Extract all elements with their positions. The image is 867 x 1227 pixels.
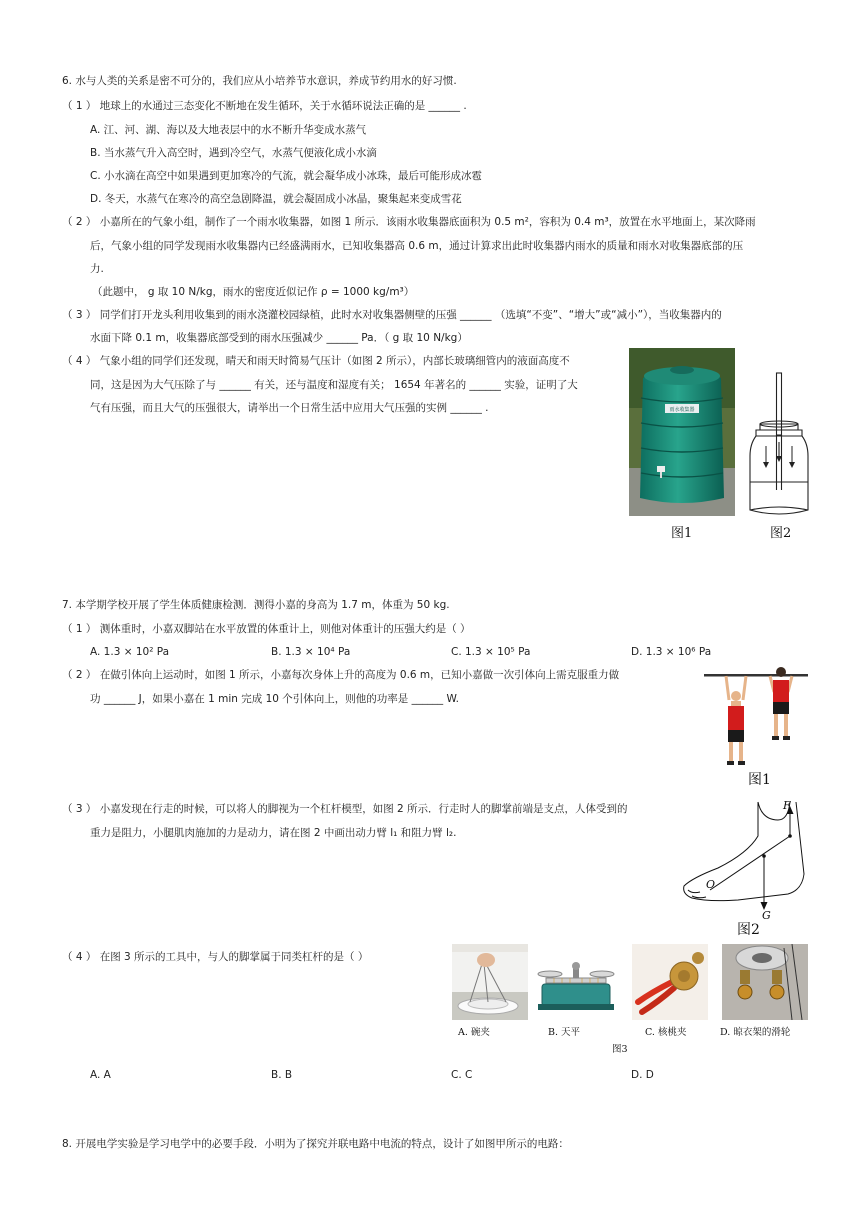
pull-up-figure xyxy=(704,662,808,770)
tool-a-bowl-clip xyxy=(452,944,528,1020)
tank-label: 雨水收集器 xyxy=(669,407,695,413)
q6-fig1-caption: 图1 xyxy=(671,526,693,541)
q6-part1-option-b: B. 当水蒸气升入高空时，遇到冷空气，水蒸气便液化成小水滴 xyxy=(90,147,377,159)
q7-part1-option-d: D. 1.3 × 10⁶ Pa xyxy=(631,646,712,658)
q7-part1: （ 1 ） 测体重时，小嘉双脚站在水平放置的体重计上，则他对体重计的压强大约是（ ） xyxy=(62,623,471,635)
foot-lever-diagram xyxy=(678,798,813,920)
q7-part4-option-b: B. B xyxy=(271,1069,293,1081)
q6-part2-line1: （ 2 ） 小嘉所在的气象小组，制作了一个雨水收集器，如图 1 所示．该雨水收集器底面积为 0.5 m²，容积为 0.4 m³，放置在水平地面上，某次降雨 xyxy=(62,216,756,228)
tool-d-label: D. 晾衣架的滑轮 xyxy=(720,1027,791,1038)
q7-part1-option-b: B. 1.3 × 10⁴ Pa xyxy=(271,646,351,658)
q6-part4-line3: 气有压强，而且大气的压强很大，请举出一个日常生活中应用大气压强的实例 ______ . xyxy=(90,402,489,414)
foot-label-o: O xyxy=(706,878,716,891)
q7-fig3-caption: 图3 xyxy=(612,1044,628,1055)
q6-fig2-caption: 图2 xyxy=(770,526,792,541)
q6-part4-line1: （ 4 ） 气象小组的同学们还发现，晴天和雨天时简易气压计（如图 2 所示），内部长玻璃细管内的液面高度不 xyxy=(62,355,570,367)
q6-part3-line1: （ 3 ） 同学们打开龙头利用收集到的雨水浇灌校园绿植，此时水对收集器侧壁的压强 ______ （选填“不变”、“增大”或“减小”），当收集器内的 xyxy=(62,309,722,321)
q6-part1-option-d: D. 冬天，水蒸气在寒冷的高空急剧降温，就会凝固成小冰晶，聚集起来变成雪花 xyxy=(90,193,462,205)
q6-part4-line2: 同，这是因为大气压除了与 ______ 有关，还与温度和湿度有关； 1654 年著名的 ______ 实验，证明了大 xyxy=(90,379,578,391)
q6-title: 6. 水与人类的关系是密不可分的，我们应从小培养节水意识，养成节约用水的好习惯. xyxy=(62,75,457,87)
q6-part1: （ 1 ） 地球上的水通过三态变化不断地在发生循环，关于水循环说法正确的是 ______ . xyxy=(62,100,467,112)
barometer-diagram xyxy=(748,372,812,518)
rain-collector-photo xyxy=(629,348,735,516)
q6-part2-note: （此题中， g 取 10 N/kg，雨水的密度近似记作 ρ = 1000 kg/m³） xyxy=(92,286,415,298)
q6-part1-option-c: C. 小水滴在高空中如果遇到更加寒冷的气流，就会凝华成小冰珠，最后可能形成冰雹 xyxy=(90,170,483,182)
q7-title: 7. 本学期学校开展了学生体质健康检测．测得小嘉的身高为 1.7 m，体重为 50 kg. xyxy=(62,599,450,611)
q7-fig2-caption: 图2 xyxy=(737,922,760,938)
tool-d-clothesline-pulley xyxy=(722,944,808,1020)
tool-b-label: B. 天平 xyxy=(548,1027,581,1038)
tool-c-label: C. 核桃夹 xyxy=(645,1027,687,1038)
q7-part4: （ 4 ） 在图 3 所示的工具中，与人的脚掌属于同类杠杆的是（ ） xyxy=(62,951,369,963)
q6-part2-line2: 后，气象小组的同学发现雨水收集器内已经盛满雨水，已知收集器高 0.6 m，通过计算求出此时收集器内雨水的质量和雨水对收集器底部的压 xyxy=(90,240,744,252)
q7-part2-line1: （ 2 ） 在做引体向上运动时，如图 1 所示，小嘉每次身体上升的高度为 0.6 m，已知小嘉做一次引体向上需克服重力做 xyxy=(62,669,620,681)
q6-part1-option-a: A. 江、河、湖、海以及大地表层中的水不断升华变成水蒸气 xyxy=(90,124,367,136)
q7-part4-option-a: A. A xyxy=(90,1069,111,1081)
tool-b-balance xyxy=(528,944,624,1020)
q7-part3-line2: 重力是阻力，小腿肌肉施加的力是动力，请在图 2 中画出动力臂 l₁ 和阻力臂 l₂. xyxy=(90,827,457,839)
tool-a-label: A. 碗夹 xyxy=(458,1027,490,1038)
q8-title: 8. 开展电学实验是学习电学中的必要手段．小明为了探究并联电路中电流的特点，设计了如图甲所示的电路： xyxy=(62,1138,569,1150)
q6-part2-line3: 力. xyxy=(90,263,104,275)
q6-part3-line2: 水面下降 0.1 m，收集器底部受到的雨水压强减少 ______ Pa．（ g 取 10 N/kg） xyxy=(90,332,468,344)
foot-label-g: G xyxy=(762,909,771,920)
tool-c-nutcracker xyxy=(632,944,708,1020)
q7-fig1-caption: 图1 xyxy=(748,772,771,788)
q7-part1-option-c: C. 1.3 × 10⁵ Pa xyxy=(451,646,531,658)
q7-part2-line2: 功 ______ J，如果小嘉在 1 min 完成 10 个引体向上，则他的功率是 ______ W. xyxy=(90,693,459,705)
q7-part4-option-c: C. C xyxy=(451,1069,473,1081)
q7-part1-option-a: A. 1.3 × 10² Pa xyxy=(90,646,170,658)
q7-part4-option-d: D. D xyxy=(631,1069,654,1081)
foot-label-f: F xyxy=(783,799,791,812)
q7-part3-line1: （ 3 ） 小嘉发现在行走的时候，可以将人的脚视为一个杠杆模型，如图 2 所示．行走时人的脚掌前端是支点，人体受到的 xyxy=(62,803,628,815)
